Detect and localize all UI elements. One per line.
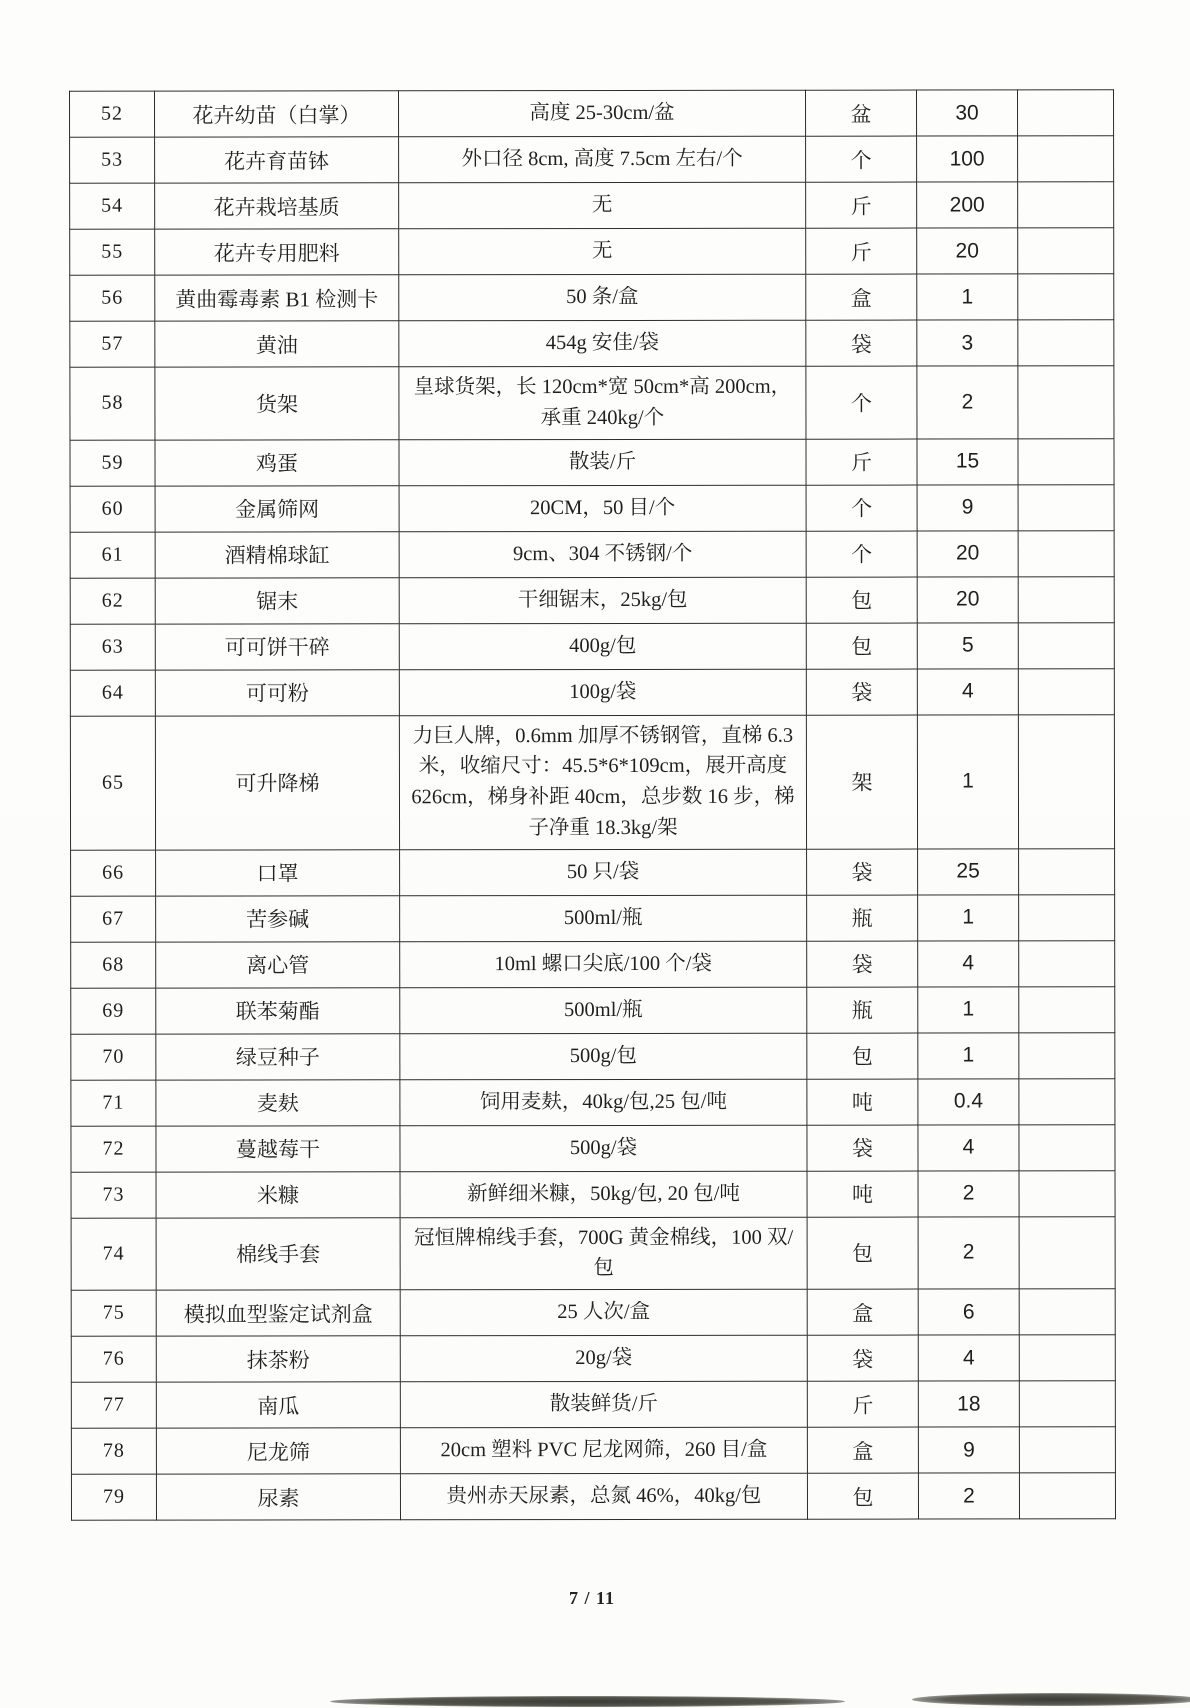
unit-cell: 袋 [807,1335,918,1381]
row-number-cell: 54 [70,183,155,229]
qty-cell: 0.4 [918,1078,1019,1124]
spec-cell: 50 条/盒 [399,274,806,321]
table-row [71,1381,1115,1428]
qty-cell: 2 [918,1170,1019,1216]
table-row [71,1289,1115,1336]
item-name-cell: 尿素 [156,1474,400,1520]
qty-cell: 3 [917,320,1018,366]
scanner-shadow-artifact [330,1696,845,1707]
page-number: 7 / 11 [568,1588,615,1608]
unit-cell: 斤 [807,1381,918,1427]
qty-cell: 6 [918,1289,1019,1335]
row-number-cell: 53 [70,137,155,183]
empty-cell [1019,1078,1115,1124]
unit-cell: 包 [807,1217,918,1290]
item-name-cell: 苦参碱 [156,895,400,941]
qty-cell: 4 [918,1124,1019,1170]
row-number-cell: 74 [71,1218,156,1291]
table-row [71,986,1115,1033]
empty-cell [1018,90,1114,136]
unit-cell: 吨 [807,1171,918,1217]
unit-cell: 架 [806,715,917,849]
row-number-cell: 56 [70,275,155,321]
unit-cell: 吨 [807,1079,918,1125]
spec-cell: 20CM，50 目/个 [399,485,806,532]
qty-cell: 100 [917,136,1018,182]
row-number-cell: 73 [71,1172,156,1218]
spec-cell: 高度 25-30cm/盆 [399,90,806,137]
item-name-cell: 可可粉 [155,669,399,715]
spec-cell: 散装/斤 [399,439,806,486]
empty-cell [1019,1335,1115,1381]
empty-cell [1019,848,1115,894]
row-number-cell: 68 [71,942,156,988]
spec-cell: 400g/包 [399,623,806,670]
item-name-cell: 口罩 [156,849,400,895]
item-name-cell: 黄曲霉毒素 B1 检测卡 [155,275,399,321]
item-name-cell: 蔓越莓干 [156,1125,400,1171]
spec-cell: 散装鲜货/斤 [400,1381,807,1428]
row-number-cell: 62 [70,578,155,624]
row-number-cell: 52 [70,91,155,137]
unit-cell: 个 [806,531,917,577]
spec-cell: 10ml 螺口尖底/100 个/袋 [400,941,807,988]
table-row [71,894,1115,941]
unit-cell: 个 [806,136,917,182]
qty-cell: 5 [917,622,1018,668]
table-row [70,90,1114,137]
table-row [71,1473,1115,1520]
empty-cell [1018,438,1114,484]
table-row [70,136,1114,183]
row-number-cell: 63 [70,624,155,670]
table-row [71,1170,1115,1217]
qty-cell: 20 [917,576,1018,622]
item-name-cell: 离心管 [156,941,400,987]
qty-cell: 25 [918,848,1019,894]
empty-cell [1018,576,1114,622]
item-name-cell: 米糠 [156,1171,400,1217]
row-number-cell: 76 [71,1336,156,1382]
spec-cell: 100g/袋 [399,669,806,716]
spec-cell: 贵州赤天尿素，总氮 46%，40kg/包 [400,1473,807,1520]
row-number-cell: 70 [71,1034,156,1080]
empty-cell [1019,894,1115,940]
empty-cell [1018,714,1114,848]
unit-cell: 袋 [807,1125,918,1171]
qty-cell: 4 [918,1335,1019,1381]
spec-cell: 20g/袋 [400,1335,807,1382]
unit-cell: 袋 [806,669,917,715]
unit-cell: 斤 [806,182,917,228]
qty-cell: 2 [917,366,1018,439]
row-number-cell: 59 [70,440,155,486]
unit-cell: 瓶 [807,987,918,1033]
row-number-cell: 64 [70,670,155,716]
spec-cell: 500ml/瓶 [400,895,807,942]
row-number-cell: 79 [71,1474,156,1520]
table-row [70,576,1114,623]
item-name-cell: 酒精棉球缸 [155,531,399,577]
row-number-cell: 58 [70,367,155,440]
item-name-cell: 花卉栽培基质 [155,183,399,229]
qty-cell: 1 [918,894,1019,940]
table-row [70,320,1114,367]
table-row [70,366,1114,440]
empty-cell [1019,1289,1115,1335]
spec-cell: 无 [399,182,806,229]
table-row [71,1032,1115,1079]
spec-cell: 500ml/瓶 [400,987,807,1034]
table-row [70,714,1114,849]
row-number-cell: 61 [70,532,155,578]
item-name-cell: 可可饼干碎 [155,623,399,669]
empty-cell [1018,228,1114,274]
item-name-cell: 鸡蛋 [155,439,399,485]
supply-list-table [69,89,1116,1520]
empty-cell [1019,1427,1115,1473]
item-name-cell: 模拟血型鉴定试剂盒 [156,1290,400,1336]
empty-cell [1019,1473,1115,1519]
item-name-cell: 尼龙筛 [156,1428,400,1474]
table-row [71,848,1115,895]
item-name-cell: 花卉幼苗（白掌） [155,91,399,137]
qty-cell: 2 [918,1473,1019,1519]
empty-cell [1018,182,1114,228]
qty-cell: 4 [918,940,1019,986]
row-number-cell: 57 [70,321,155,367]
row-number-cell: 78 [71,1428,156,1474]
empty-cell [1018,622,1114,668]
empty-cell [1018,320,1114,366]
item-name-cell: 南瓜 [156,1382,400,1428]
empty-cell [1019,1170,1115,1216]
qty-cell: 18 [918,1381,1019,1427]
empty-cell [1018,668,1114,714]
unit-cell: 包 [807,1473,918,1519]
spec-cell: 新鲜细米糠，50kg/包, 20 包/吨 [400,1171,807,1218]
qty-cell: 30 [917,90,1018,136]
table-row [71,940,1115,987]
item-name-cell: 绿豆种子 [156,1033,400,1079]
table-row [70,484,1114,531]
qty-cell: 1 [918,1032,1019,1078]
item-name-cell: 货架 [155,367,399,440]
qty-cell: 1 [917,274,1018,320]
row-number-cell: 65 [70,716,155,850]
spec-cell: 25 人次/盒 [400,1289,807,1336]
table-row [70,274,1114,321]
empty-cell [1019,986,1115,1032]
item-name-cell: 可升降梯 [155,715,399,849]
spec-cell: 500g/袋 [400,1125,807,1172]
table-row [70,438,1114,485]
empty-cell [1018,366,1114,439]
unit-cell: 盒 [807,1289,918,1335]
unit-cell: 包 [807,1033,918,1079]
unit-cell: 袋 [807,941,918,987]
unit-cell: 斤 [806,439,917,485]
table-row [70,530,1114,577]
row-number-cell: 55 [70,229,155,275]
spec-cell: 皇球货架，长 120cm*宽 50cm*高 200cm，承重 240kg/个 [399,366,806,439]
spec-cell: 20cm 塑料 PVC 尼龙网筛，260 目/盒 [400,1427,807,1474]
row-number-cell: 71 [71,1080,156,1126]
unit-cell: 袋 [807,849,918,895]
qty-cell: 9 [917,484,1018,530]
spec-cell: 500g/包 [400,1033,807,1080]
unit-cell: 斤 [806,228,917,274]
spec-cell: 9cm、304 不锈钢/个 [399,531,806,578]
unit-cell: 包 [806,623,917,669]
row-number-cell: 77 [71,1382,156,1428]
spec-cell: 冠恒牌棉线手套，700G 黄金棉线，100 双/包 [400,1217,807,1290]
unit-cell: 个 [806,366,917,439]
item-name-cell: 麦麸 [156,1079,400,1125]
spec-cell: 无 [399,228,806,275]
table-row [71,1078,1115,1125]
spec-cell: 454g 安佳/袋 [399,320,806,367]
spec-cell: 50 只/袋 [400,849,807,896]
table-row [70,622,1114,669]
qty-cell: 1 [918,986,1019,1032]
item-name-cell: 抹茶粉 [156,1336,400,1382]
table-row [70,668,1114,715]
spec-cell: 外口径 8cm, 高度 7.5cm 左右/个 [399,136,806,183]
table-row [71,1216,1115,1290]
unit-cell: 袋 [806,320,917,366]
qty-cell: 20 [917,530,1018,576]
empty-cell [1018,530,1114,576]
item-name-cell: 黄油 [155,321,399,367]
item-name-cell: 花卉专用肥料 [155,229,399,275]
table-row [71,1124,1115,1171]
spec-cell: 干细锯末，25kg/包 [399,577,806,624]
empty-cell [1018,136,1114,182]
table-row [71,1335,1115,1382]
unit-cell: 瓶 [807,895,918,941]
item-name-cell: 花卉育苗钵 [155,137,399,183]
row-number-cell: 69 [71,988,156,1034]
qty-cell: 1 [917,714,1018,848]
item-name-cell: 联苯菊酯 [156,987,400,1033]
row-number-cell: 75 [71,1290,156,1336]
qty-cell: 20 [917,228,1018,274]
unit-cell: 包 [806,577,917,623]
table-row [70,228,1114,275]
empty-cell [1018,274,1114,320]
spec-cell: 饲用麦麸，40kg/包,25 包/吨 [400,1079,807,1126]
qty-cell: 200 [917,182,1018,228]
table-row [70,182,1114,229]
unit-cell: 盒 [806,274,917,320]
empty-cell [1018,484,1114,530]
table-row [71,1427,1115,1474]
qty-cell: 15 [917,438,1018,484]
empty-cell [1019,940,1115,986]
unit-cell: 盒 [807,1427,918,1473]
qty-cell: 9 [918,1427,1019,1473]
empty-cell [1019,1216,1115,1289]
qty-cell: 4 [917,668,1018,714]
row-number-cell: 67 [71,896,156,942]
item-name-cell: 金属筛网 [155,485,399,531]
item-name-cell: 锯末 [155,577,399,623]
scanner-shadow-artifact [912,1693,1190,1706]
row-number-cell: 66 [71,850,156,896]
spec-cell: 力巨人牌，0.6mm 加厚不锈钢管，直梯 6.3 米，收缩尺寸：45.5*6*109cm，展开高度 626cm，梯身补距 40cm，总步数 16 步，梯子净重 18.3kg/架 [399,715,806,850]
unit-cell: 盆 [806,90,917,136]
item-name-cell: 棉线手套 [156,1217,400,1290]
qty-cell: 2 [918,1216,1019,1289]
empty-cell [1019,1124,1115,1170]
empty-cell [1019,1032,1115,1078]
row-number-cell: 72 [71,1126,156,1172]
unit-cell: 个 [806,485,917,531]
empty-cell [1019,1381,1115,1427]
row-number-cell: 60 [70,486,155,532]
